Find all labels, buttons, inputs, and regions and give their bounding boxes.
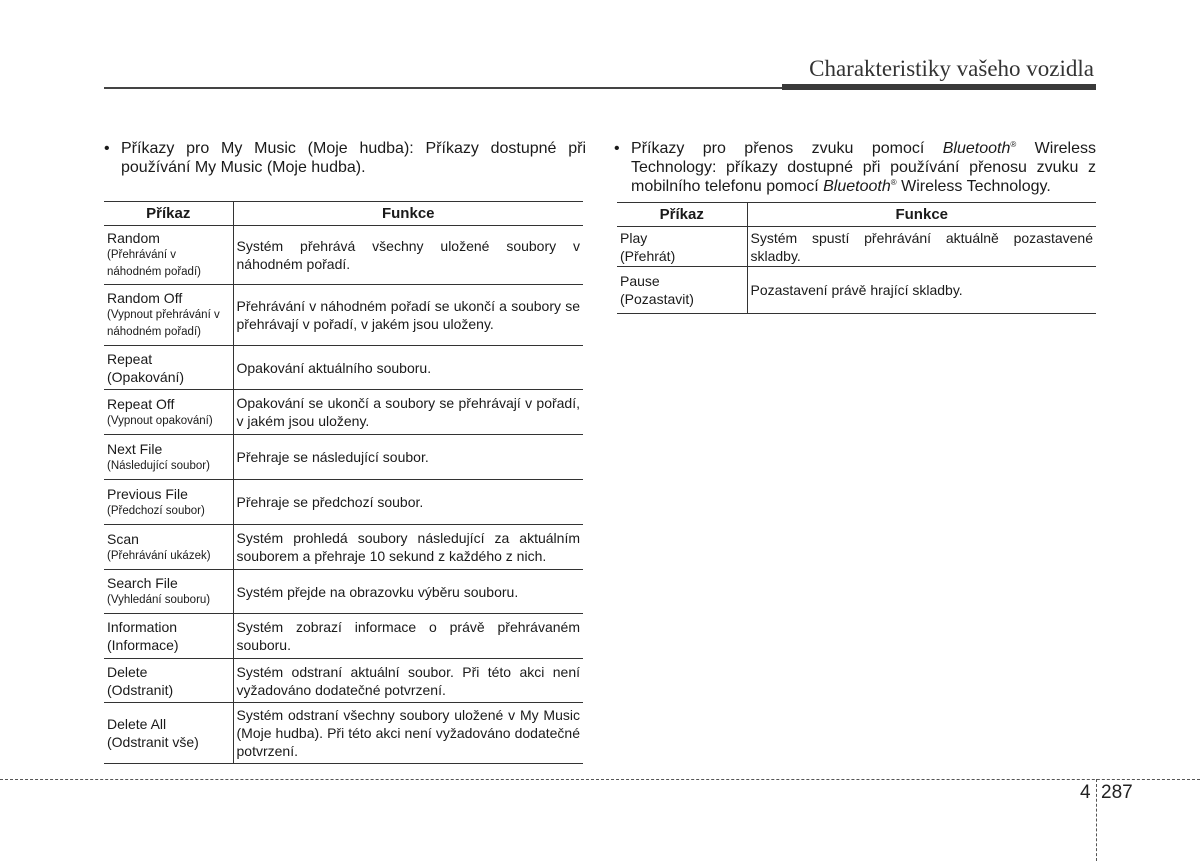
command-name: Previous File [107,485,188,502]
command-cell [104,285,233,346]
table-row [104,390,583,435]
command-name: Repeat Off [107,395,175,412]
command-cell [104,390,233,435]
column-header-command: Příkaz [617,203,747,227]
command-cell [104,226,233,285]
command-name: Information [107,619,178,635]
footer-dashed-rule [0,779,1200,780]
bluetooth-intro-text [631,139,1096,196]
command-cell [104,525,233,570]
table-row [104,346,583,390]
command-name: Delete [107,663,148,680]
page-number: 287 [1101,782,1133,803]
table-row [104,614,583,659]
table-row [617,227,1096,267]
intro-text-part: Příkazy pro přenos zvuku pomocí [631,140,943,157]
chapter-number: 4 [1080,782,1091,803]
page-header-title: Charakteristiky vašeho vozidla [809,56,1094,81]
command-name: Random [107,230,160,246]
table-header-row [617,203,1096,227]
command-name: Play [620,229,648,246]
table-row [104,525,583,570]
command-translation: (Vypnout přehrávání v náhodném pořadí) [107,309,220,338]
table-row [104,480,583,525]
command-name: Search File [107,575,178,591]
command-name: Repeat [107,350,153,367]
table-row [104,703,583,764]
bluetooth-term: Bluetooth [823,178,891,195]
footer-dashed-divider [1096,779,1097,861]
registered-mark: ® [1010,140,1017,149]
command-cell [617,227,747,267]
command-cell [104,703,233,764]
command-translation: (Vypnout opakování) [107,414,213,427]
bluetooth-commands-table [617,202,1096,314]
column-header-function: Funkce [233,202,583,226]
command-cell [104,435,233,480]
command-name: Delete All [107,716,167,732]
function-cell: Přehraje se následující soubor. [233,435,583,480]
function-cell: Systém prohledá soubory následující za aktuálním souborem a přehraje 10 sekund z každého z nich. [233,525,583,570]
column-header-function: Funkce [747,203,1096,227]
my-music-intro [104,139,586,177]
intro-text-part: Wireless Technology. [896,178,1051,195]
header-rule-accent [782,84,1096,90]
command-translation: (Předchozí soubor) [107,504,205,517]
command-translation: (Pozastavit) [620,291,694,307]
function-cell: Opakování se ukončí a soubory se přehrávají v pořadí, v jakém jsou uloženy. [233,390,583,435]
my-music-commands-table [104,201,583,764]
function-cell: Systém odstraní aktuální soubor. Při této akci není vyžadováno dodatečné potvrzení. [233,659,583,703]
function-cell: Přehraje se předchozí soubor. [233,480,583,525]
table-row [617,267,1096,314]
function-cell: Systém odstraní všechny soubory uložené v My Music (Moje hudba). Při této akci není vyžadováno dodatečné potvrzení. [233,703,583,764]
table-row [104,570,583,614]
command-cell [104,480,233,525]
bullet-marker: • [104,140,110,157]
command-name: Random Off [107,290,183,306]
table-row [104,659,583,703]
command-translation: (Opakování) [107,368,185,385]
command-translation: (Informace) [107,637,179,653]
table-row [104,435,583,480]
command-translation: (Odstranit) [107,681,174,698]
intro-text-part: Wireless Technology: příkazy dostupné při používání přenosu zvuku z mobilního telefonu pomocí [631,140,1096,195]
registered-mark: ® [890,178,897,187]
bullet-marker: • [614,140,620,157]
command-translation: (Odstranit vše) [107,734,199,750]
command-translation: (Přehrávání v náhodném pořadí) [107,249,201,278]
command-cell [104,659,233,703]
command-cell [104,614,233,659]
command-translation: (Přehrát) [620,247,676,264]
command-translation: (Následující soubor) [107,459,210,472]
command-translation: (Přehrávání ukázek) [107,549,211,562]
function-cell: Systém zobrazí informace o právě přehrávaném souboru. [233,614,583,659]
my-music-intro-text: Příkazy pro My Music (Moje hudba): Příkazy dostupné při používání My Music (Moje hudba). [121,140,586,176]
bluetooth-intro [614,139,1096,196]
bluetooth-term: Bluetooth [942,140,1011,157]
command-translation: (Vyhledání souboru) [107,594,211,606]
function-cell: Přehrávání v náhodném pořadí se ukončí a soubory se přehrávají v pořadí, v jakém jsou uloženy. [233,285,583,346]
command-cell [104,346,233,390]
function-cell: Systém přejde na obrazovku výběru souboru. [233,570,583,614]
table-header-row [104,202,583,226]
table-row [104,226,583,285]
function-cell: Systém spustí přehrávání aktuálně pozastavené skladby. [747,227,1096,267]
command-name: Scan [107,530,139,547]
command-cell [617,267,747,314]
command-name: Next File [107,440,163,457]
table-row [104,285,583,346]
function-cell: Systém přehrává všechny uložené soubory v náhodném pořadí. [233,226,583,285]
column-header-command: Příkaz [104,202,233,226]
function-cell: Opakování aktuálního souboru. [233,346,583,390]
command-name: Pause [620,273,660,289]
command-cell [104,570,233,614]
function-cell: Pozastavení právě hrající skladby. [747,267,1096,314]
